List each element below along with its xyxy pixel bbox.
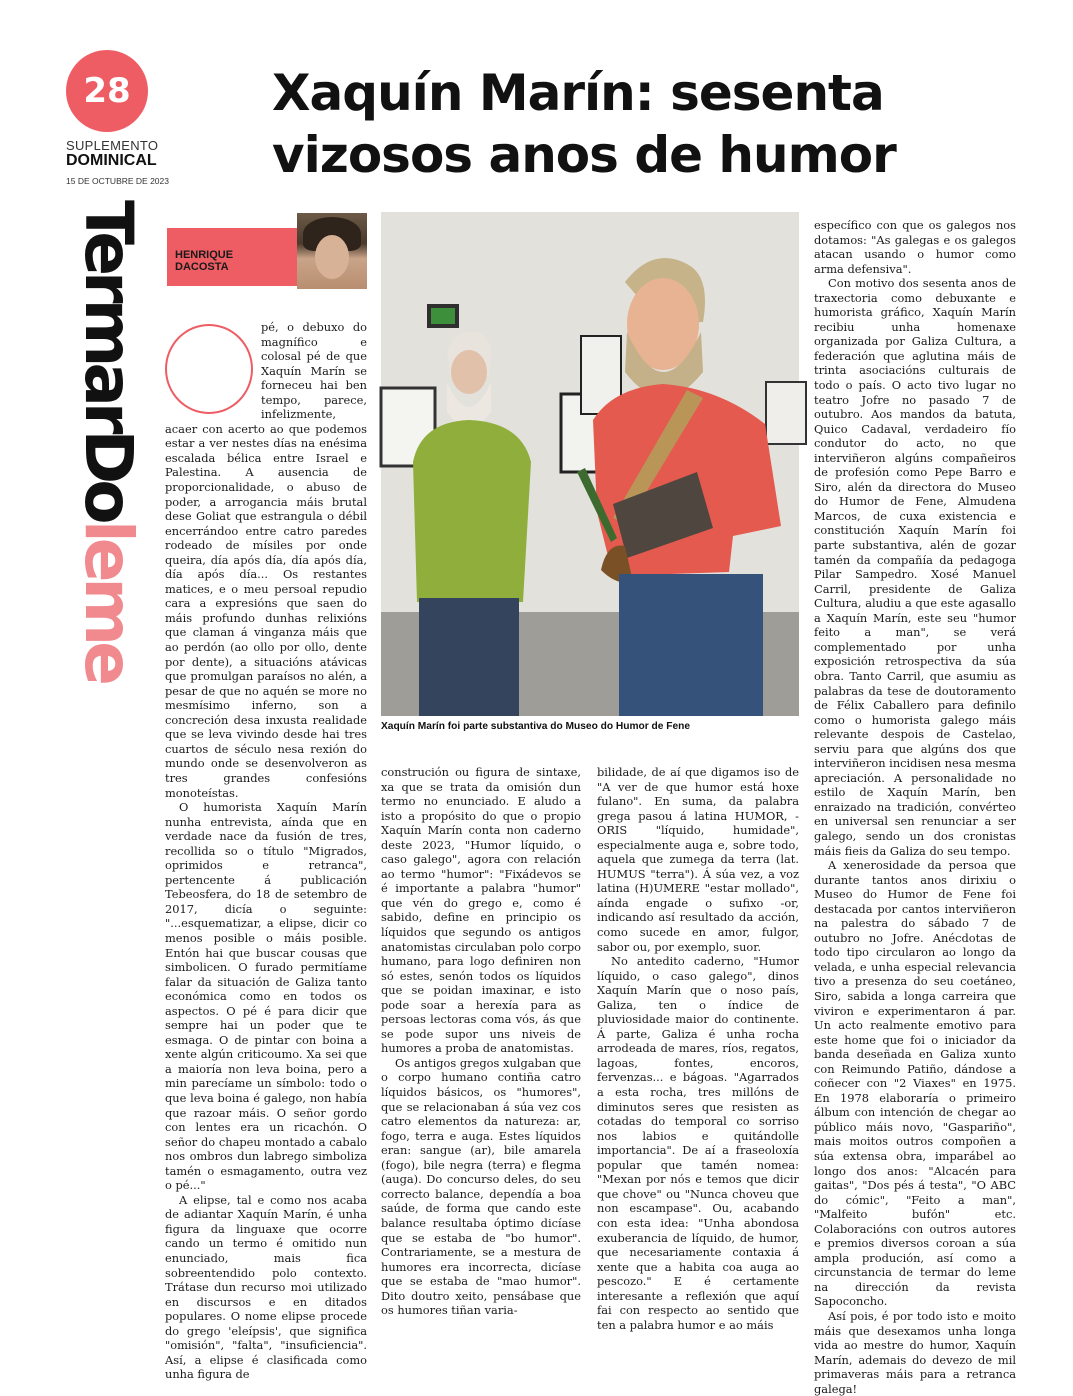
paragraph: A xenerosidade da persoa que durante tantos anos dirixiu o Museo do Humor de Fene foi destacada por cantos interviñeron na palestra do sábado 7 de outubro no Jofre. Anécdotas de todo tipo circularon ao longo da velada, e unha especial relevancia tivo a presenza do seu coetáneo, Siro, sabida a longa carreira que viviron e experimentaron á par. Un acto realmente emotivo para este home que foi o iniciador da banda deseñada en Galiza xunto con Reimundo Patiño, dándose a coñecer con "2 Viaxes" en 1975. En 1978 elaboraría o primeiro álbum con intención de chegar ao público máis novo, "Gaspariño", mais moitos outros compoñen a súa extensa obra, imparábel ao longo dos anos: "Alcacén para gaitas", "Dos pés á testa", "O ABC do cómic", "Feito a man", "Malfeito bufón" etc. Colaboracións con outros autores e premios diversos coroan a súa ampla produción, así como a circunstancia de termar do leme na dirección da revista Sapoconcho.	[814, 858, 1016, 1309]
paragraph: O humorista Xaquín Marín nunha entrevista, aínda que en verdade nace da fusión de tres, recollida so o título "Migrados, oprimidos e retranca", pertencente á publicación Tebeosfera, do 18 de setembro de 2017, dicía o seguinte: "...esquematizar, a elipse, dicir co menos posible o máis posible. Entón hai que buscar cousas que simbolicen. O furado permitíame falar da situación de Galiza tanto económica como en todos os aspectos. O pé é para dicir que sempre hai un poder que te esmaga. O de pintar con boina a xente algún criticoumo. Xa sei que a maioría non leva boina, pero a min parecíame un símbolo: todo o que leva boina é galego, non había que razoar máis. O señor gordo con lentes era un ricachón. O señor do chapeu montado a cabalo nos ombros dun labrego simboliza tamén o esmagamento, outra vez o pé..."	[165, 800, 367, 1193]
author-photo	[297, 213, 367, 289]
author-last-name: DACOSTA	[175, 261, 229, 273]
supplement-title: DOMINICAL	[66, 152, 157, 169]
article-photo	[381, 212, 799, 716]
author-byline	[167, 228, 297, 286]
page-number: 28	[66, 50, 148, 132]
paragraph: específico con que os galegos nos dotamos: "As galegas e os galegos atacan usando o humor como arma defensiva".	[814, 218, 1016, 276]
paragraph: A elipse, tal e como nos acaba de adiantar Xaquín Marín, é unha figura da linguaxe que ocorre cando un termo é omitido nun enunciado, mais fica sobreentendido polo contexto. Trátase dun recurso moi utilizado en discursos e en ditados populares. O nome elipse procede do grego 'eleípsis', que significa "omisión", "falta", "insuficiencia". Así, a elipse é clasificada como unha figura de	[165, 1192, 367, 1382]
article-column-1	[165, 320, 367, 1382]
paragraph: bilidade, de aí que digamos iso de "A ver de que humor está hoxe fulano". En suma, da palabra grega pasou á latina HUMOR, -ORIS "líquido, humidade", especialmente auga e, sobre todo, aquela que zumega da terra (lat. HUMUS "terra"). Á súa vez, a voz latina (H)UMERE "estar mollado", aínda engade o sufixo -or, indicando así resultado da acción, como sucede en amor, fulgor, sabor ou, por exemplo, suor.	[597, 765, 799, 954]
headline-line-1: Xaquín Marín: sesenta	[272, 64, 884, 122]
paragraph: Os antigos gregos xulgaban que o corpo humano contiña catro líquidos básicos, os "humores", que se relacionaban á súa vez cos catro elementos da natureza: ar, fogo, terra e auga. Estes líquidos eran: sangue (ar), bile amarela (fogo), bile negra (terra) e flegma (auga). Do concurso deles, do seu correcto balance, dependía a boa saúde, de forma que cando este balance resultaba óptimo dicíase que se estaba de "bo humor". Contrariamente, se a mestura de humores era incorrecta, dicíase que se estaba de "mao humor". Dito doutro xeito, pensábase que os humores tiñan varia-	[381, 1055, 581, 1318]
headline-line-2: vizosos anos de humor	[272, 126, 896, 184]
author-first-name: HENRIQUE	[175, 249, 234, 261]
photo-caption: Xaquín Marín foi parte substantiva do Museo do Humor de Fene	[381, 721, 691, 732]
article-column-4	[814, 218, 1016, 1396]
section-name-part-1: TermarDo	[70, 200, 147, 520]
article-headline	[272, 62, 972, 186]
paragraph: Así pois, é por todo isto e moito máis que desexamos unha longa vida ao mestre do humor, Xaquín Marín, ademais do devezo de mil primaveras máis para a retranca galega!	[814, 1309, 1016, 1396]
paragraph: Con motivo dos sesenta anos de traxectoria como debuxante e humorista gráfico, Xaquín Marín recibiu unha homenaxe organizada por Galiza Cultura, a federación que aglutina máis de trinta asociacións culturais de todo o país. O acto tivo lugar no teatro Jofre no pasado 7 de outubro. Aos mandos da batuta, Quico Cadaval, verdadeiro fío condutor do acto, no que interviñeron algúns compañeiros de profesión como Pepe Barro e Siro, alén da directora do Museo do Humor de Fene, Almudena Marcos, de cuxa existencia e constitución Xaquín Marín foi parte substantiva, alén de gozar tamén da compañía da pedagoga Pilar Sampedro. Xosé Manuel Carril, presidente de Galiza Cultura, aludiu a que este agasallo a Xaquín Marín, este seu "humor feito a man", se verá complementado por unha exposición retrospectiva da súa obra. Tanto Carril, que asumiu as palabras da tese de doutoramento de Félix Caballero para definilo como o humorista galego máis relevante despois de Castelao, serviu para que algúns dos que interviñeron incidisen nesa mesma apreciación. A personalidade no estilo de Xaquín Marín, ben enraizado na tradición, convérteo en universal sen renunciar a ser galego, sendo un dos cronistas máis fieis da Galiza do seu tempo.	[814, 276, 1016, 858]
article-column-2	[381, 765, 581, 1318]
photo-illustration	[381, 212, 799, 716]
paragraph: construción ou figura de sintaxe, xa que se trata da omisión dun termo no enunciado. E aludo a isto a propósito do que o propio Xaquín Marín conta non caderno deste 2023, "Humor líquido, o caso galego", agora con relación ao termo "humor": "Fixádevos se é importante a palabra "humor" que vén do grego e, como é sabido, define en principio os líquidos que segundo os antigos anatomistas circulaban polo corpo humano, para logo definiren non só estes, senón todos os líquidos que se poidan imaxinar, e isto pode soar a herexía para as persoas lectoras coma vós, ás que se pode supor uns niveis de humores a proba de anatomistas.	[381, 765, 581, 1056]
section-name-part-2: leme	[70, 519, 147, 681]
issue-date: 15 DE OCTUBRE DE 2023	[66, 176, 169, 186]
paragraph: pé, o debuxo do magnífico e colosal pé de que Xaquín Marín se forneceu hai ben tempo, parece, infelizmente, acaer con acerto ao que podemos estar a ver nestes días na enésima escalada bélica entre Israel e Palestina. A ausencia de proporcionalidade, o abuso de poder, a arrogancia máis brutal dese Goliat que estrangula o débil encerrándoo entre catro paredes rodeado de mísiles por onde queira, día após día, día após día, día após día... Os restantes matices, e o meu persoal repudio cara a expresións que saen do máis profundo dunhas relixións que claman á vinganza máis que ao perdón (ao ollo por ollo, dente por dente), a situacións atávicas que promulgan paraísos no alén, a pesar de que no aquén se more no mesmísimo inferno, son a concreción desa inxusta realidade que se leva vivindo desde hai tres cuartos de século nesa rexión do mundo onde se desenvolveron as tres grandes confesións monoteístas.	[165, 320, 367, 800]
dropcap-circle	[165, 324, 253, 414]
section-name-vertical	[68, 200, 148, 810]
supplement-label: SUPLEMENTO	[66, 138, 159, 153]
paragraph: No antedito caderno, "Humor líquido, o caso galego", dinos Xaquín Marín que o noso país, Galiza, ten o índice de pluviosidade maior do continente. Á parte, Galiza é unha rocha arrodeada de mares, ríos, regatos, lagoas, fontes, encoros, fervenzas... e bágoas. "Agarrados a esta rocha, tres millóns de diminutos seres que resisten as cotadas do temporal co sorriso nos labios e quitándolle importancia". De aí a fraseoloxía popular que tamén nomea: "Mexan por nós e temos que dicir que chove" ou "Nunca choveu que non escampase". Ou, acabando con esta idea: "Unha abondosa exuberancia de líquido, de humor, que necesariamente contaxia á xente que a habita coa auga ao pescozo." E é certamente interesante a reflexión que aquí fai con respecto ao sentido que ten a palabra humor e ao máis	[597, 954, 799, 1332]
article-column-3	[597, 765, 799, 1332]
